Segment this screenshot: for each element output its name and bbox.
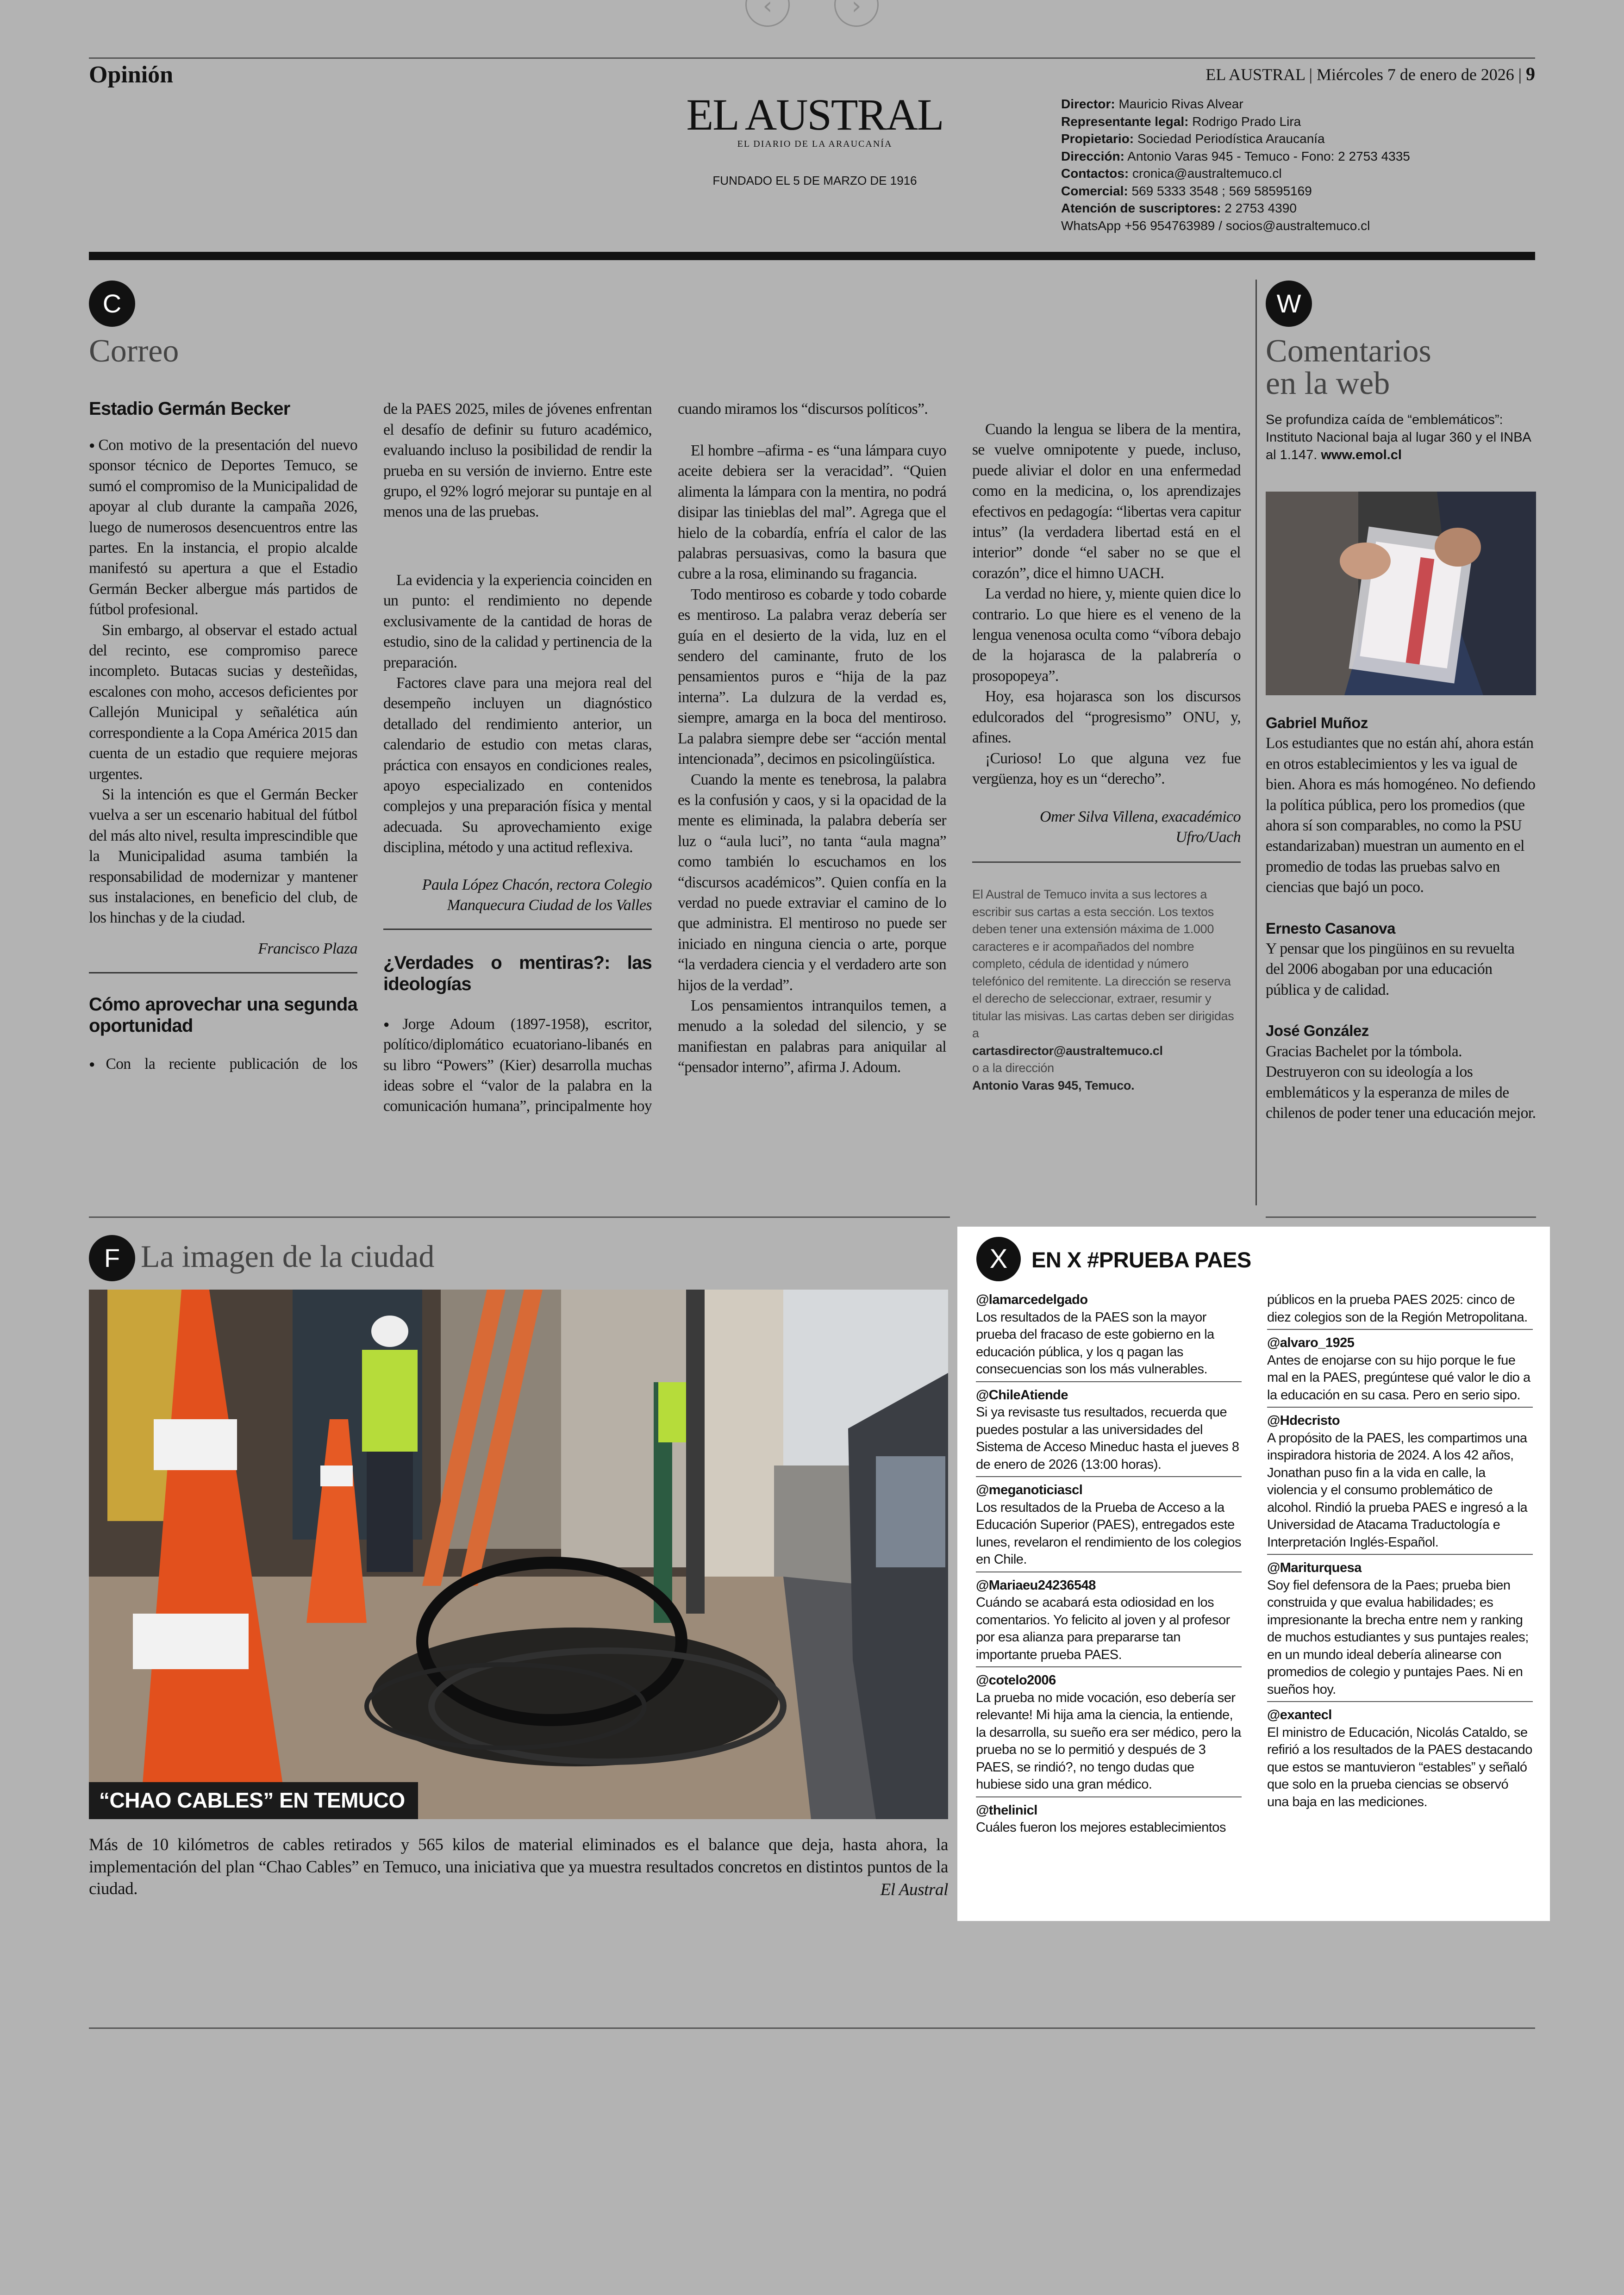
letter-divider: [89, 972, 357, 973]
x-post-text: Antes de enojarse con su hijo porque le fue mal en la PAES, pregúntese qué valor le dio a la educación en su casa. Pero en serio sipo.: [1267, 1353, 1530, 1403]
x-post-text: La prueba no mide vocación, eso debería ser relevante! Mi hija ama la ciencia, la entiende, la desarrolla, su sueño era ser médico, pero la prueba no se lo permitió y después de 3 PAES, se rindió?, no tengo dudas que hubiese sido una gran médico.: [976, 1690, 1241, 1792]
founded-date: FUNDADO EL 5 DE MARZO DE 1916: [712, 174, 917, 187]
x-post-text: El ministro de Educación, Nicolás Cataldo, se refirió a los resultados de la PAES destacando que estos se mantuvieron “estables” y señaló que solo en la prueba ciencias se observó una baja en las mediciones.: [1267, 1725, 1532, 1809]
city-photo-drawing: [89, 1290, 948, 1819]
x-post-handle[interactable]: @ChileAtiende: [976, 1387, 1068, 1403]
correo-column-3: [678, 399, 946, 1078]
page-number: 9: [1526, 63, 1535, 84]
x-post-handle[interactable]: @lamarcedelgado: [976, 1292, 1088, 1307]
section-label: Opinión: [89, 62, 174, 88]
letter-signature: Francisco Plaza: [258, 940, 357, 957]
x-post-text: A propósito de la PAES, les compartimos una inspiradora historia de 2024. A los 42 años, Jonathan puso fin a la vida en calle, la violencia y el consumo problemático de alcohol. Rindió la prueba PAES e ingresó a la Universidad de Atacama Traductología e Interpretación Inglés-Español.: [1267, 1430, 1528, 1550]
x-post-text: Cuándo se acabará esta odiosidad en los comentarios. Yo felicito al joven y al profesor por esa alianza para prepararse tan importante prueba PAES.: [976, 1595, 1230, 1662]
x-post-handle[interactable]: @Hdecristo: [1267, 1413, 1340, 1428]
web-intro-site[interactable]: www.emol.cl: [1321, 448, 1402, 462]
x-post-divider: [976, 1381, 1242, 1382]
notice-text: El Austral de Temuco invita a sus lectores a escribir sus cartas a esta sección. Los textos deben tener una extensión máxima de 1.000 caracteres e ir acompañados del nombre completo, cédula de identidad y número telefónico del remitente. La dirección se reserva el derecho de seleccionar, extraer, resumir y titular las misivas. Las cartas deben ser dirigidas a: [972, 887, 1234, 1041]
comment-text: Los estudiantes que no están ahí, ahora están en otros establecimientos y les va igual de bien. Ahora es más homogéneo. No defiendo la política pública, pero los promedios (que ahora sí son comparables, no como la PSU estandarizaban) muestran un aumento en el promedio de todas las pruebas salvo en ciencias que bajó un poco.: [1266, 735, 1536, 896]
x-post-divider: [1267, 1329, 1533, 1330]
masthead-logo: [685, 90, 944, 188]
comment-text: Gracias Bachelet por la tómbola. Destruyeron con su ideología a los emblemáticos y la esperanza de miles de chilenos de poder tener una educación mejor.: [1266, 1042, 1536, 1122]
letter-paragraph: Sin embargo, al observar el estado actual del recinto, ese compromiso parece incompleto. Butacas sucias y desteñidas, escalones con moho, accesos deficientes por Callejón Municipal y señalética aún correspondiente a la Copa América 2015 dan cuenta de un estadio que requiere mejoras urgentes.: [89, 621, 357, 783]
correo-column-4: [972, 399, 1241, 1094]
letter-paragraph-tail: de la PAES 2025, miles de jóvenes enfrentan el desafío de definir su futuro académico, evaluando incluso la posibilidad de rendir la prueba en su versión de invierno. Entre este grupo, el 92% logró mejorar su puntaje en al menos una de las pruebas.: [383, 400, 652, 521]
notice-divider: [972, 861, 1241, 863]
staff-row: [1061, 182, 1441, 200]
letter-paragraph-continued: [678, 399, 946, 441]
comment-author: Gabriel Muñoz: [1266, 714, 1368, 731]
x-post-handle[interactable]: @alvaro_1925: [1267, 1335, 1355, 1350]
letter-signature: Paula López Chacón, rectora Colegio Manquecura Ciudad de los Valles: [422, 876, 652, 914]
letter-signature: Omer Silva Villena, exacadémico Ufro/Uach: [1040, 808, 1241, 846]
web-bottom-rule: [1266, 1216, 1536, 1218]
bottom-section-rule: [89, 1216, 950, 1218]
staff-value: cronica@australtemuco.cl: [1132, 166, 1282, 181]
staff-row: [1061, 113, 1441, 131]
masthead-thick-rule: [89, 252, 1535, 260]
x-post-handle[interactable]: @Mariaeu24236548: [976, 1578, 1096, 1593]
web-section-icon: W: [1266, 281, 1312, 327]
letter-paragraph: La evidencia y la experiencia coinciden en un punto: el rendimiento no depende exclusivamente de la cantidad de horas de estudio, sino de la calidad y pertinencia de la preparación.: [383, 572, 652, 671]
x-logo-icon: X: [976, 1237, 1021, 1281]
web-title-line2: en la web: [1266, 366, 1390, 401]
letter-paragraph: Cuando la mente es tenebrosa, la palabra es la confusión y caos, y si la opacidad de la mente es eliminada, la palabra debería ser luz o “aula luci”, no tanta “aula magna” como también lo escuchamos en los “discursos académicos”. Quien confía en la verdad no puede extraviar el camino de lo que administra. El mentiroso no puede ser iniciado en ninguna ciencia o arte, porque “la verdadera ciencia y el verdadero arte son hijos de la verdad”.: [678, 771, 946, 994]
staff-row: [1061, 130, 1441, 148]
letter-paragraph: Hoy, esa hojarasca son los discursos edulcorados del “progresismo” ONU, y, afines.: [972, 688, 1241, 747]
web-title: [1266, 335, 1431, 400]
x-post-handle[interactable]: @meganoticiascl: [976, 1483, 1083, 1497]
staff-box: [1061, 95, 1441, 234]
staff-row: [1061, 217, 1441, 235]
city-photo: [89, 1290, 948, 1819]
web-photo-drawing: [1266, 492, 1536, 695]
x-post-handle[interactable]: @thelinicl: [976, 1802, 1037, 1818]
staff-label: Comercial:: [1061, 183, 1128, 198]
x-post-text: Cuáles fueron los mejores establecimientos: [976, 1820, 1226, 1835]
letter-headline: ¿Verdades o mentiras?: las ideologías: [383, 952, 652, 994]
letter-paragraph: Cuando la lengua se libera de la mentira, se vuelve omnipotente y puede, incluso, puede aliviar el dolor en una enfermedad como en la medicina, o, los aprendizajes efectivos en pedagogía: “libertas vera capitur intus” (la verdadera libertad está en el interior” donde “el saber no se que el corazón”, dice el himno UACH.: [972, 421, 1241, 582]
x-column-right: [1267, 1291, 1533, 1811]
x-post-divider: [976, 1796, 1242, 1797]
comment-text: Y pensar que los pingüinos en su revuelta del 2006 abogaban por una educación pública y de calidad.: [1266, 940, 1515, 998]
web-comments: [1266, 713, 1536, 1123]
letter-paragraph: Los pensamientos intranquilos temen, a menudo a la soledad del silencio, y se manifiestan en palabras para aniquilar al “pensador interno”, afirma J. Adoum.: [678, 997, 946, 1076]
x-post-handle[interactable]: @Mariturquesa: [1267, 1560, 1362, 1575]
logo-name: EL AUSTRAL: [686, 90, 943, 139]
staff-label: Director:: [1061, 97, 1115, 111]
letter-paragraph: Factores clave para una mejora real del desempeño incluyen un diagnóstico detallado del rendimiento anterior, un calendario de estudio con metas claras, práctica con ensayos en condiciones reales, apoyo especializado en contenidos complejos y una preparación física y mental adecuada. Su aprovechamiento exige disciplina, método y una actitud reflexiva.: [383, 674, 652, 856]
staff-label: Contactos:: [1061, 166, 1129, 181]
page-bottom-rule: [89, 2027, 1535, 2029]
letter-headline: Estadio Germán Becker: [89, 399, 290, 419]
letter-paragraph: ● Con la reciente publicación de los: [89, 1054, 357, 1074]
correo-column-2: [383, 399, 652, 1117]
city-credit: El Austral: [880, 1880, 948, 1899]
staff-row: [1061, 165, 1441, 182]
letter-paragraph-tail: cuando miramos los “discursos políticos”.: [678, 400, 928, 418]
staff-value: 2 2753 4390: [1224, 201, 1297, 215]
x-section-title: EN X #PRUEBA PAES: [1031, 1247, 1251, 1272]
web-intro-text: Se profundiza caída de “emblemáticos”: Instituto Nacional baja al lugar 360 y el INBA al 1.147.: [1266, 412, 1531, 462]
comment-author: Ernesto Casanova: [1266, 919, 1395, 937]
photo-label: “CHAO CABLES” EN TEMUCO: [89, 1782, 418, 1819]
x-post-divider: [1267, 1701, 1533, 1702]
notice-email[interactable]: cartasdirector@australtemuco.cl: [972, 1043, 1163, 1058]
x-post-handle[interactable]: @cotelo2006: [976, 1673, 1056, 1688]
correo-column-1: [89, 398, 357, 1074]
notice-address: Antonio Varas 945, Temuco.: [972, 1078, 1135, 1092]
x-post-text: Soy fiel defensora de la Paes; prueba bien construida y que evalua habilidades; es impresionante la brecha entre nem y ranking de muchos estudiantes y sus puntajes reales; en un mundo ideal debería alinearse con promedios de colegio y puntajes Paes. Ni en sueños hoy.: [1267, 1578, 1529, 1697]
notice-or: o a la dirección: [972, 1061, 1054, 1075]
staff-row: [1061, 200, 1441, 217]
letter-paragraph: Todo mentiroso es cobarde y todo cobarde es mentiroso. La palabra veraz debería ser guía en el desierto de la vida, luz en el sendero del caminante, fruto de los pensamientos puros e “hija de la paz interna”. La dulzura de la verdad es, siempre, amarga en la boca del mentiroso. La palabra siempre debe ser “acción mental intencionada”, decimos en psicolingüística.: [678, 586, 946, 768]
staff-label: Propietario:: [1061, 131, 1134, 146]
comment-author: José González: [1266, 1022, 1369, 1040]
letter-divider: [383, 929, 652, 930]
web-column-divider: [1255, 280, 1257, 1205]
correo-section-icon: C: [89, 281, 135, 327]
logo-tagline: EL DIARIO DE LA ARAUCANÍA: [737, 139, 893, 149]
x-post-text: Si ya revisaste tus resultados, recuerda que puedes postular a las universidades del Sistema de Acceso Mineduc hasta el jueves 8 de enero de 2026 (13:00 horas).: [976, 1405, 1239, 1472]
x-post-divider: [976, 1476, 1242, 1477]
next-page-arrow-icon[interactable]: ›: [834, 0, 879, 27]
city-caption-text: Más de 10 kilómetros de cables retirados y 565 kilos de material eliminados es el balance que deja, hasta ahora, la implementación del plan “Chao Cables” en Temuco, una iniciativa que ya muestra resultados concretos en distintos puntos de la ciudad.: [89, 1835, 948, 1898]
dateline-text: EL AUSTRAL | Miércoles 7 de enero de 2026 |: [1206, 65, 1522, 84]
staff-label: Representante legal:: [1061, 114, 1189, 129]
paper-dateline: [1206, 63, 1535, 85]
top-rule: [89, 57, 1535, 59]
staff-label: Atención de suscriptores:: [1061, 201, 1221, 215]
letters-notice: [972, 886, 1241, 1094]
correo-title: Correo: [89, 333, 179, 369]
x-section: [957, 1227, 1550, 1921]
staff-value: 569 5333 3548 ; 569 58595169: [1131, 183, 1312, 198]
letter-paragraph-continued: [972, 399, 1241, 419]
staff-value: Rodrigo Prado Lira: [1192, 114, 1301, 129]
web-intro: [1266, 411, 1534, 464]
staff-value: Mauricio Rivas Alvear: [1118, 97, 1243, 111]
staff-value: Antonio Varas 945 - Temuco - Fono: 2 2753 4335: [1127, 149, 1410, 163]
letter-paragraph: El hombre –afirma - es “una lámpara cuyo aceite debiera ser la veracidad”. “Quien alimenta la lámpara con la mentira, no podrá disipar las tinieblas del mal”. Agrega que el hielo de la cobardía, enfría el calor de las palabras persuasivas, como la basura que cubre a la rosa, eliminando su fragancia.: [678, 442, 946, 583]
x-post-text: públicos en la prueba PAES 2025: cinco de diez colegios son de la Región Metropolitana.: [1267, 1292, 1528, 1325]
x-post-divider: [1267, 1554, 1533, 1555]
staff-row: [1061, 148, 1441, 165]
web-title-line1: Comentarios: [1266, 333, 1431, 369]
city-caption: [89, 1834, 948, 1901]
staff-value: WhatsApp +56 954763989 / socios@australtemuco.cl: [1061, 218, 1370, 233]
letter-paragraph: La verdad no hiere, y, miente quien dice lo contrario. Lo que hiere es el veneno de la lengua venenosa oculta como “víbora debajo de la hojarasca de la palabrería o prosopopeya”.: [972, 585, 1241, 685]
letter-paragraph: ● Jorge Adoum (1897-1958), escritor, político/diplomático ecuatoriano-libanés en su libro “Powers” (Kier) desarrolla muchas ideas sobre el “valor de la palabra en la comunicación humana”, principalmente hoy: [383, 1014, 652, 1117]
city-title: La imagen de la ciudad: [141, 1239, 435, 1274]
letter-headline: Cómo aprovechar una segunda oportunidad: [89, 994, 357, 1036]
x-post-divider: [976, 1666, 1242, 1667]
letter-paragraph: ¡Curioso! Lo que alguna vez fue vergüenza, hoy es un “derecho”.: [972, 749, 1241, 787]
letter-paragraph: ● Con motivo de la presentación del nuevo sponsor técnico de Deportes Temuco, se sumó el compromiso de la Municipalidad de apoyar al club durante la campaña 2026, luego de numerosos desencuentros entre las partes. En la instancia, el propio alcalde manifestó su apertura a que el Estadio Germán Becker albergue más partidos de fútbol profesional.: [89, 435, 357, 620]
x-post-text: Los resultados de la PAES son la mayor prueba del fracaso de este gobierno en la educación pública, y los q pagan las consecuencias son los más vulnerables.: [976, 1310, 1214, 1377]
prev-page-arrow-icon[interactable]: ‹: [745, 0, 790, 27]
x-post-divider: [1267, 1407, 1533, 1408]
web-photo: [1266, 492, 1536, 695]
x-column-left: [976, 1291, 1242, 1837]
letter-paragraph-continued: [383, 399, 652, 564]
x-post-handle[interactable]: @exantecl: [1267, 1708, 1332, 1722]
letter-paragraph: Si la intención es que el Germán Becker vuelva a ser un escenario habitual del fútbol del más alto nivel, resulta imprescindible que la Municipalidad asuma también la responsabilidad de modernizar y mantener sus instalaciones, en beneficio del club, de los hinchas y de la ciudad.: [89, 786, 357, 927]
staff-value: Sociedad Periodística Araucanía: [1137, 131, 1325, 146]
staff-row: [1061, 95, 1441, 113]
city-section-icon: F: [89, 1235, 135, 1281]
staff-label: Dirección:: [1061, 149, 1124, 163]
x-post-text: Los resultados de la Prueba de Acceso a la Educación Superior (PAES), entregados este lunes, revelaron el rendimiento de los colegios en Chile.: [976, 1500, 1241, 1567]
